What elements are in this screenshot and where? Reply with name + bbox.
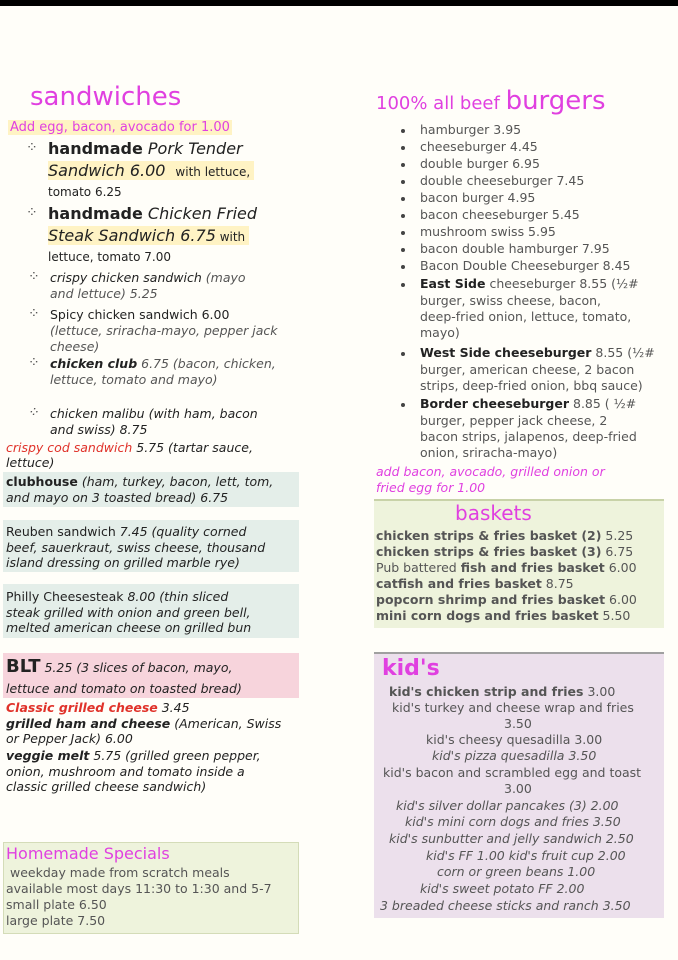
bullet-dot (401, 214, 405, 218)
crispy-chicken-line1: ⁘ crispy chicken sandwich (mayo (50, 270, 246, 285)
veggie-melt-line1: veggie melt 5.75 (grilled green pepper, (6, 748, 261, 763)
basket-item: chicken strips & fries basket (3) 6.75 (376, 544, 634, 559)
kids-item-4: kid's pizza quesadilla 3.50 (432, 748, 597, 763)
pork-tender-line2: Sandwich 6.00 with lettuce, (48, 161, 254, 180)
specials-line1: weekday made from scratch meals (10, 865, 230, 880)
burger-item: bacon burger 4.95 (420, 190, 536, 205)
kids-item-9: kid's FF 1.00 kid's fruit cup 2.00 (426, 848, 626, 863)
blt-line1: BLT 5.25 (3 slices of bacon, mayo, (6, 656, 233, 677)
philly-line1: Philly Cheesesteak 8.00 (thin sliced (6, 589, 229, 604)
border-line1: Border cheeseburger 8.85 ( ½# (420, 396, 637, 411)
bullet-dot (401, 265, 405, 269)
chicken-fried-line1: ⁘ handmade Chicken Fried (48, 204, 257, 223)
specials-line3: small plate 6.50 (6, 897, 107, 912)
bullet-dot (401, 180, 405, 184)
philly-line3: melted american cheese on grilled bun (6, 620, 252, 635)
basket-item: catfish and fries basket 8.75 (376, 576, 574, 591)
veggie-melt-line3: classic grilled cheese sandwich) (6, 779, 207, 794)
kids-item-12: 3 breaded cheese sticks and ranch 3.50 (380, 898, 631, 913)
spicy-chicken-line1: ⁘ Spicy chicken sandwich 6.00 (50, 307, 229, 322)
chicken-fried-line2: Steak Sandwich 6.75 with (48, 226, 249, 245)
kids-item-6: kid's silver dollar pancakes (3) 2.00 (396, 798, 619, 813)
bullet-dot (401, 197, 405, 201)
border-line4: onion, sriracha-mayo) (420, 445, 558, 460)
chicken-malibu-line2: and swiss) 8.75 (50, 422, 148, 437)
basket-item: mini corn dogs and fries basket 5.50 (376, 608, 631, 623)
east-side-line4: mayo) (420, 325, 460, 340)
pork-tender-line3: tomato 6.25 (48, 185, 122, 199)
burger-item: Bacon Double Cheeseburger 8.45 (420, 258, 631, 273)
veggie-melt-line2: onion, mushroom and tomato inside a (6, 764, 245, 779)
west-side-line2: burger, american cheese, 2 bacon (420, 362, 635, 377)
classic-grilled-cheese: Classic grilled cheese 3.45 (6, 700, 190, 715)
kids-item-1: kid's chicken strip and fries 3.00 (389, 684, 616, 699)
burger-item: bacon double hamburger 7.95 (420, 241, 610, 256)
burger-addons-line2: fried egg for 1.00 (376, 480, 486, 495)
basket-item: chicken strips & fries basket (2) 5.25 (376, 528, 634, 543)
sandwich-addons: Add egg, bacon, avocado for 1.00 (10, 120, 230, 135)
bullet-dot (401, 248, 405, 252)
chicken-club-line1: ⁘ chicken club 6.75 (bacon, chicken, (50, 356, 276, 371)
bullet-dot (401, 283, 405, 287)
crispy-cod-line2: lettuce) (6, 455, 55, 470)
kids-item-11: kid's sweet potato FF 2.00 (420, 881, 585, 896)
reuben-line1: Reuben sandwich 7.45 (quality corned (6, 524, 247, 539)
specials-line2: available most days 11:30 to 1:30 and 5-7 (6, 881, 272, 896)
specials-title: Homemade Specials (6, 844, 170, 863)
kids-item-2: kid's turkey and cheese wrap and fries (392, 700, 634, 715)
bullet-dot (401, 231, 405, 235)
chicken-fried-line3: lettuce, tomato 7.00 (48, 250, 172, 264)
crispy-cod-line1: crispy cod sandwich 5.75 (tartar sauce, (6, 440, 253, 455)
border-line2: burger, pepper jack cheese, 2 (420, 413, 608, 428)
kids-item-7: kid's mini corn dogs and fries 3.50 (405, 814, 621, 829)
bullet-dot (401, 129, 405, 133)
kids-heading: kid's (382, 656, 440, 681)
reuben-line3: island dressing on grilled marble rye) (6, 555, 240, 570)
kids-item-3: kid's cheesy quesadilla 3.00 (426, 732, 603, 747)
burger-item: double burger 6.95 (420, 156, 540, 171)
pork-tender-line1: ⁘ handmade Pork Tender (48, 139, 243, 158)
kids-item-5: kid's bacon and scrambled egg and toast (383, 765, 642, 780)
kids-item-2b: 3.50 (504, 716, 532, 731)
grilled-ham-line1: grilled ham and cheese (American, Swiss (6, 716, 282, 731)
crispy-chicken-line2: and lettuce) 5.25 (50, 286, 158, 301)
east-side-line2: burger, swiss cheese, bacon, (420, 293, 602, 308)
clubhouse-line1: clubhouse (ham, turkey, bacon, lett, tom, (6, 474, 274, 489)
spicy-chicken-line2: (lettuce, sriracha-mayo, pepper jack (50, 323, 278, 338)
burgers-heading: 100% all beef burgers (376, 86, 606, 116)
burger-item: bacon cheeseburger 5.45 (420, 207, 580, 222)
burger-item: double cheeseburger 7.45 (420, 173, 585, 188)
west-side-line1: West Side cheeseburger 8.55 (½# (420, 345, 655, 360)
burger-item: cheeseburger 4.45 (420, 139, 538, 154)
specials-line4: large plate 7.50 (6, 913, 106, 928)
bullet-dot (401, 403, 405, 407)
grilled-ham-line2: or Pepper Jack) 6.00 (6, 731, 133, 746)
kids-item-5b: 3.00 (504, 781, 532, 796)
clubhouse-line2: and mayo on 3 toasted bread) 6.75 (6, 490, 229, 505)
bullet-dot (401, 352, 405, 356)
west-side-line3: strips, deep-fried onion, bbq sauce) (420, 378, 643, 393)
bullet-dot (401, 146, 405, 150)
east-side-line1: East Side cheeseburger 8.55 (½# (420, 276, 639, 291)
basket-item: Pub battered fish and fries basket 6.00 (376, 560, 637, 575)
east-side-line3: deep-fried onion, lettuce, tomato, (420, 309, 632, 324)
reuben-line2: beef, sauerkraut, swiss cheese, thousand (6, 540, 266, 555)
bullet-dot (401, 163, 405, 167)
blt-line2: lettuce and tomato on toasted bread) (6, 681, 242, 696)
basket-item: popcorn shrimp and fries basket 6.00 (376, 592, 637, 607)
burger-item: hamburger 3.95 (420, 122, 522, 137)
baskets-heading: baskets (455, 501, 532, 525)
chicken-club-line2: lettuce, tomato and mayo) (50, 372, 218, 387)
menu-page (0, 6, 678, 960)
burger-item: mushroom swiss 5.95 (420, 224, 556, 239)
sandwiches-heading: sandwiches (30, 82, 182, 112)
chicken-malibu-line1: ⁘ chicken malibu (with ham, bacon (50, 406, 258, 421)
burger-addons-line1: add bacon, avocado, grilled onion or (376, 464, 605, 479)
philly-line2: steak grilled with onion and green bell, (6, 605, 251, 620)
kids-item-8: kid's sunbutter and jelly sandwich 2.50 (389, 831, 634, 846)
spicy-chicken-line3: cheese) (50, 339, 100, 354)
kids-item-10: corn or green beans 1.00 (437, 864, 596, 879)
border-line3: bacon strips, jalapenos, deep-fried (420, 429, 637, 444)
